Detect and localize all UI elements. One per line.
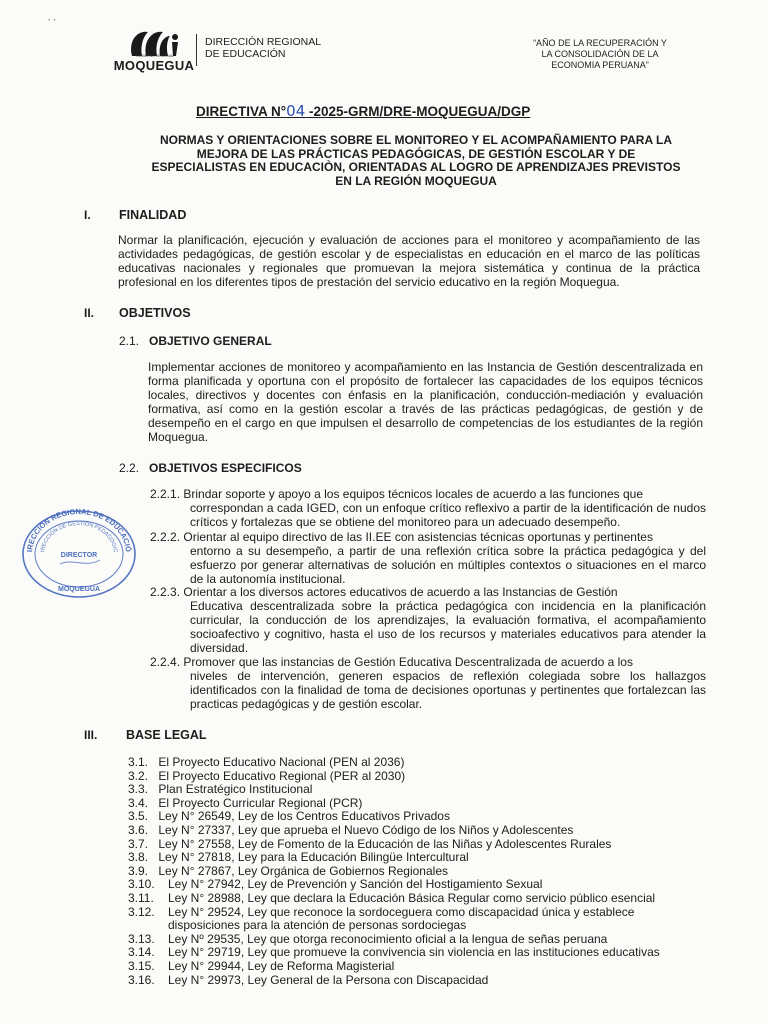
motto-line-1: “AÑO DE LA RECUPERACIÓN Y xyxy=(533,38,667,48)
dre-name xyxy=(205,36,321,60)
logo-brand-text: MOQUEGUA xyxy=(113,58,195,73)
section-2-number: II. xyxy=(84,306,95,320)
specific-objective-item xyxy=(150,655,706,711)
legal-item: 3.4. El Proyecto Curricular Regional (PCR) xyxy=(128,795,363,810)
section-1-number: I. xyxy=(84,208,91,222)
directive-prefix: DIRECTIVA N° xyxy=(196,104,287,119)
specific-objective-item xyxy=(150,487,706,529)
section-3-heading: BASE LEGAL xyxy=(126,728,207,742)
legal-item: 3.15. Ley N° 29944, Ley de Reforma Magisterial xyxy=(128,958,395,973)
stamp-ring-text: IRECCIÓN REGIONAL DE EDUCACIÓ xyxy=(25,508,134,553)
motto-line-3: ECONOMIA PERUANA” xyxy=(551,60,649,70)
item-text: Orientar al equipo directivo de las II.EE con asistencias técnicas oportunas y pertinentes xyxy=(183,530,653,544)
legal-basis-list xyxy=(128,756,660,987)
subject-line: NORMAS Y ORIENTACIONES SOBRE EL MONITOREO Y EL ACOMPAÑAMIENTO PARA LA xyxy=(159,133,673,147)
legal-item: 3.5. Ley N° 26549, Ley de los Centros Educativos Privados xyxy=(128,809,450,824)
stamp-seal xyxy=(20,508,138,600)
legal-item-continuation: disposiciones para la atención de personas sordociegas xyxy=(168,918,467,933)
legal-item: 3.13. Ley Nº 29535, Ley que otorga reconocimiento oficial a la lengua de señas peruana xyxy=(128,931,608,946)
legal-item: 3.12. Ley N° 29524, Ley que reconoce la sordoceguera como discapacidad única y establece xyxy=(128,904,635,919)
item-text: Promover que las instancias de Gestión Educativa Descentralizada de acuerdo a los xyxy=(183,655,633,669)
handwritten-directive-number: 04 xyxy=(286,102,306,120)
item-text-cont: correspondan a cada IGED, con un enfoque crítico reflexivo a partir de la identificación de nudos críticos y fortalezas que se obtiene del monitoreo para un adecuado desempeño. xyxy=(190,501,706,529)
legal-item: 3.6. Ley N° 27337, Ley que aprueba el Nuevo Código de los Niños y Adolescentes xyxy=(128,822,574,837)
section-2-heading: OBJETIVOS xyxy=(119,306,191,320)
item-text-cont: Educativa descentralizada sobre la práctica pedagógica con incidencia en la planificación curricular, la conducción de los aprendizajes, la evaluación formativa, el acompañamiento socioafectivo y cognitivo, hasta el uso de los recursos y materiales educativos para atender la diversidad. xyxy=(190,599,706,655)
legal-item: 3.10. Ley N° 27942, Ley de Prevención y Sanción del Hostigamiento Sexual xyxy=(128,877,543,892)
header-divider xyxy=(196,34,197,66)
legal-item: 3.2. El Proyecto Educativo Regional (PER al 2030) xyxy=(128,768,406,783)
objective-specific-number: 2.2. xyxy=(119,461,140,475)
section-3-number: III. xyxy=(84,728,98,742)
section-1-heading: FINALIDAD xyxy=(119,208,187,222)
legal-item: 3.7. Ley N° 27558, Ley de Fomento de la Educación de las Niñas y Adolescentes Rurales xyxy=(128,836,612,851)
item-text-cont: niveles de intervención, generen espacios de reflexión colegiada sobre los hallazgos identificados con la finalidad de toma de decisiones oportunas y pertinentes que fortalezcan las practicas pedagógicas y de gestión escolar. xyxy=(190,669,706,711)
item-number: 2.2.4. xyxy=(150,655,181,669)
legal-item: 3.16. Ley N° 29973, Ley General de la Persona con Discapacidad xyxy=(128,972,489,987)
official-stamp xyxy=(20,508,138,600)
directive-suffix: -2025-GRM/DRE-MOQUEGUA/DGP xyxy=(305,104,531,119)
stamp-bottom-text: MOQUEGUA xyxy=(58,586,100,593)
stamp-center-text: DIRECTOR xyxy=(60,552,98,559)
logo-subtitle: GOBIERNO REGIONAL xyxy=(136,54,174,58)
finalidad-paragraph: Normar la planificación, ejecución y evaluación de acciones para el monitoreo y acompañamiento de las actividades pedagógicas, de gestión escolar y de especialistas en educación en el marco de las políticas educativas nacionales y regionales que promuevan la mejora sistemática y continua de la práctica profesional en los diferentes tipos de prestación del servicio educativo en la región Moquegua. xyxy=(118,233,700,289)
legal-item: 3.8. Ley N° 27818, Ley para la Educación Bilingüe Intercultural xyxy=(128,850,469,865)
item-text: Orientar a los diversos actores educativos de acuerdo a las Instancias de Gestión xyxy=(183,585,618,599)
scan-mark: • • xyxy=(48,18,56,24)
subject-line: MEJORA DE LAS PRÁCTICAS PEDAGÓGICAS, DE GESTIÓN ESCOLAR Y DE xyxy=(196,146,636,161)
year-motto xyxy=(506,38,694,71)
subject-line: EN LA REGIÓN MOQUEGUA xyxy=(335,173,497,188)
legal-item: 3.3. Plan Estratégico Institucional xyxy=(128,782,313,797)
stamp-signature-stroke xyxy=(60,560,100,564)
objective-general-number: 2.1. xyxy=(119,334,140,348)
dre-line-2: DE EDUCACIÓN xyxy=(205,48,286,60)
stamp-inner-text: IRECCIÓN DE GESTIÓN PEDAGÓGIC xyxy=(40,520,118,553)
item-number: 2.2.1. xyxy=(150,487,181,501)
motto-line-2: LA CONSOLIDACIÓN DE LA xyxy=(541,49,659,59)
specific-objective-item xyxy=(150,530,706,586)
objective-specific-heading: OBJETIVOS ESPECIFICOS xyxy=(149,461,302,475)
item-number: 2.2.2. xyxy=(150,530,181,544)
legal-item: 3.1. El Proyecto Educativo Nacional (PEN al 2036) xyxy=(128,755,405,769)
item-number: 2.2.3. xyxy=(150,585,181,599)
subject-line: ESPECIALISTAS EN EDUCACIÒN, ORIENTADAS AL LOGRO DE APRENDIZAJES PREVISTOS xyxy=(151,160,681,174)
directive-subject xyxy=(118,134,714,188)
objective-general-paragraph: Implementar acciones de monitoreo y acompañamiento en las Instancia de Gestión descentralizada en forma planificada y oportuna con el propósito de fortalecer las capacidades de los equipos técnicos locales, directivos y docentes con énfasis en la planificación, conducción-mediación y evaluación formativa, así como en la gestión escolar a través de las prácticas pedagógicas, de gestión y de desempeño en el cargo en que impulsen el desarrollo de competencias de los estudiantes de la región Moquegua. xyxy=(148,360,703,444)
legal-item: 3.9. Ley N° 27867, Ley Orgánica de Gobiernos Regionales xyxy=(128,863,448,878)
dre-line-1: DIRECCIÓN REGIONAL xyxy=(205,36,322,48)
legal-item: 3.14. Ley N° 29719, Ley que promueve la convivencia sin violencia en las instituciones educativas xyxy=(128,945,660,960)
objective-general-heading: OBJETIVO GENERAL xyxy=(149,334,272,348)
directive-title xyxy=(196,102,530,120)
item-text-cont: entorno a su desempeño, a partir de una reflexión crítica sobre la práctica pedagógica y del esfuerzo por generar alternativas de solución en múltiples contextos o situaciones en el marco de la autonomía institucional. xyxy=(190,544,706,586)
item-text: Brindar soporte y apoyo a los equipos técnicos locales de acuerdo a las funciones que xyxy=(183,487,643,501)
specific-objective-item xyxy=(150,585,706,655)
legal-item: 3.11. Ley N° 28988, Ley que declara la Educación Básica Regular como servicio público esencial xyxy=(128,890,656,905)
